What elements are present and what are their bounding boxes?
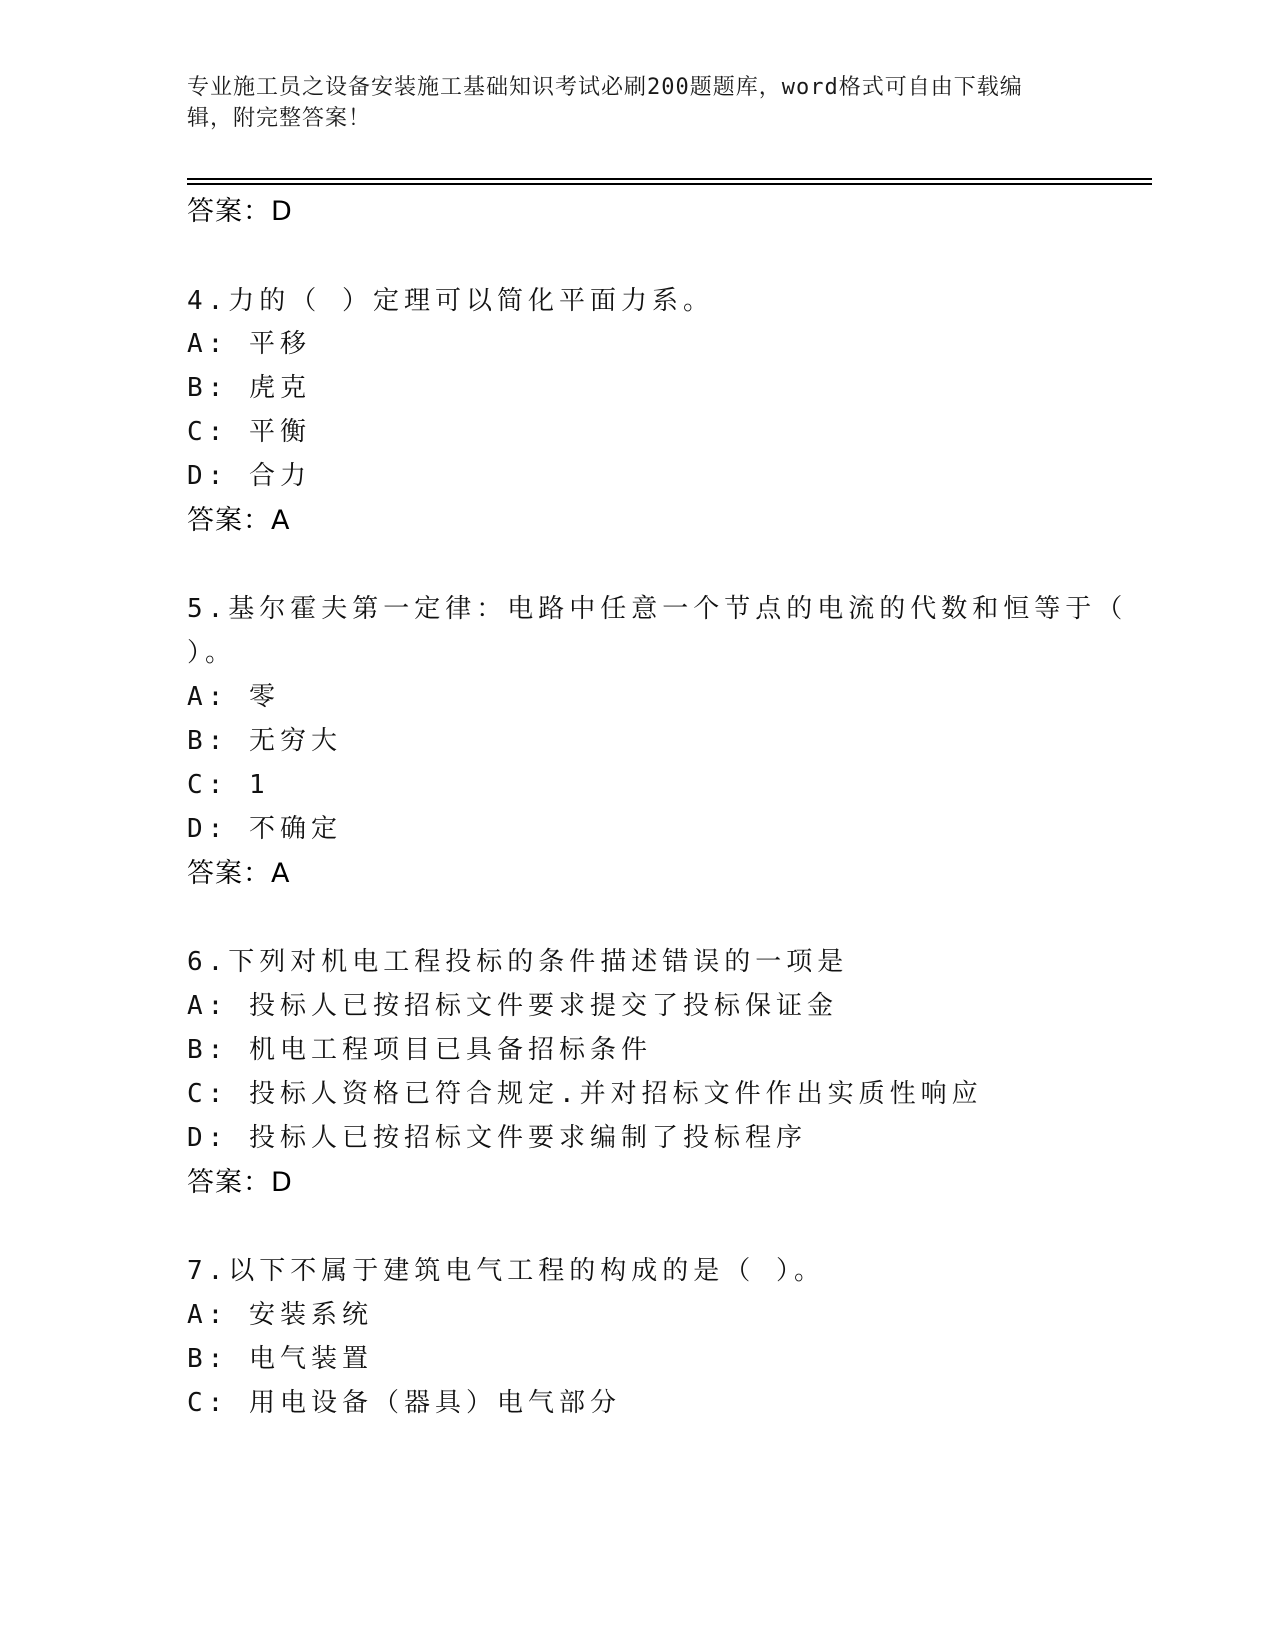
q6-option-a: A: 投标人已按招标文件要求提交了投标保证金 <box>187 991 838 1021</box>
q6-option-d: D: 投标人已按招标文件要求编制了投标程序 <box>187 1123 807 1153</box>
answer-q6: 答案：D <box>187 1167 293 1198</box>
q7-option-c: C: 用电设备（器具）电气部分 <box>187 1388 621 1418</box>
answer-q5: 答案：A <box>187 858 291 889</box>
q5-option-d: D: 不确定 <box>187 814 342 844</box>
q6-option-c: C: 投标人资格已符合规定.并对招标文件作出实质性响应 <box>187 1079 983 1109</box>
q4-option-d: D: 合力 <box>187 461 311 491</box>
question-4: 4.力的（ ）定理可以简化平面力系。 <box>187 286 714 316</box>
document-header: 专业施工员之设备安装施工基础知识考试必刷200题题库，word格式可自由下载编辑，附完整答案！ <box>187 75 1023 131</box>
q5-option-b: B: 无穷大 <box>187 726 342 756</box>
q4-option-a: A: 平移 <box>187 329 311 359</box>
q4-option-c: C: 平衡 <box>187 417 311 447</box>
q5-option-a: A: 零 <box>187 682 280 712</box>
q4-option-b: B: 虎克 <box>187 373 311 403</box>
question-7: 7.以下不属于建筑电气工程的构成的是（ ）。 <box>187 1256 825 1286</box>
answer-q3: 答案：D <box>187 196 293 227</box>
q6-option-b: B: 机电工程项目已具备招标条件 <box>187 1035 652 1065</box>
answer-q4: 答案：A <box>187 505 291 536</box>
q7-option-b: B: 电气装置 <box>187 1344 373 1374</box>
question-5-line-1: 5.基尔霍夫第一定律：电路中任意一个节点的电流的代数和恒等于（ <box>187 594 1128 624</box>
q5-option-c: C: 1 <box>187 770 270 800</box>
question-5-line-2: ）。 <box>187 638 237 668</box>
question-6: 6.下列对机电工程投标的条件描述错误的一项是 <box>187 947 849 977</box>
q7-option-a: A: 安装系统 <box>187 1300 373 1330</box>
header-divider-bottom <box>187 183 1152 185</box>
header-divider-top <box>187 178 1152 180</box>
